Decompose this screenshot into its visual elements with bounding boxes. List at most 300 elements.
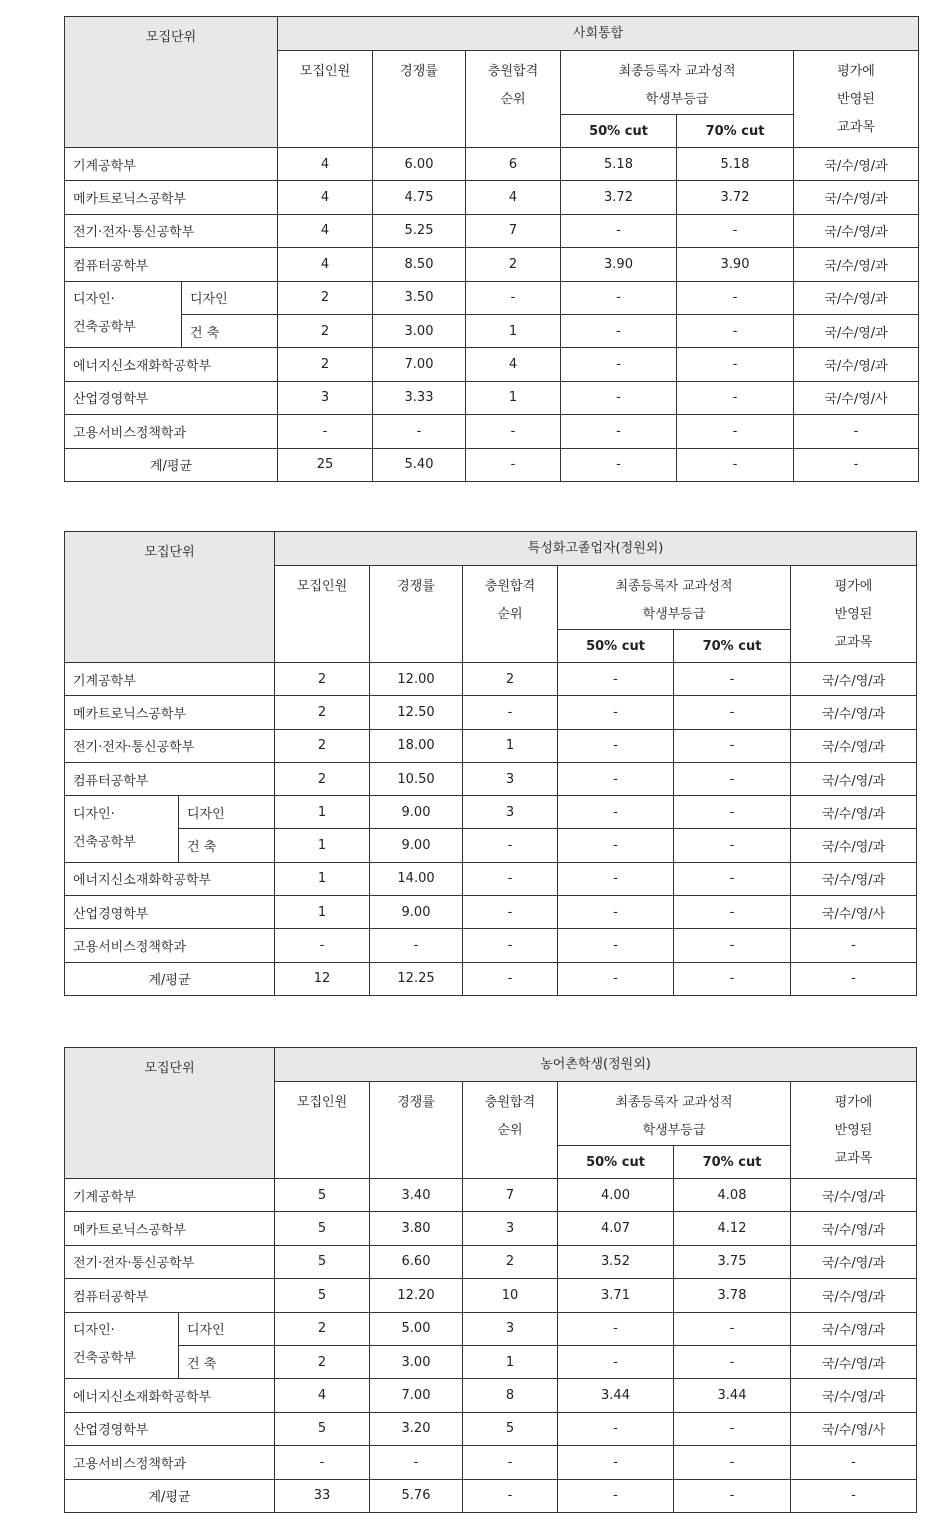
unit-name-cell: 메카트로닉스공학부 xyxy=(65,696,275,729)
waitlist-rank-cell: - xyxy=(463,896,558,929)
unit-header: 모집단위 xyxy=(65,532,275,663)
table-row xyxy=(65,862,917,895)
subjects-cell: 국/수/영/사 xyxy=(791,896,917,929)
cut70-cell: - xyxy=(677,381,794,414)
grade-header-line-1: 최종등록자 교과성적 xyxy=(615,1095,733,1110)
waitlist-rank-cell: 2 xyxy=(463,663,558,696)
waitlist-rank-cell: - xyxy=(466,281,561,314)
table-row xyxy=(65,696,917,729)
subjects-cell: - xyxy=(791,929,917,962)
recruit-count-cell: 1 xyxy=(275,862,370,895)
recruit-count-cell: 1 xyxy=(275,896,370,929)
table-row xyxy=(65,1245,917,1278)
cut50-cell: - xyxy=(561,281,677,314)
recruit-count-cell: 3 xyxy=(278,381,373,414)
recruit-count-cell: 25 xyxy=(278,448,373,481)
competition-rate-cell: 9.00 xyxy=(370,829,463,862)
table-row xyxy=(65,214,919,247)
unit-group-cell-line-1: 디자인· xyxy=(73,806,115,822)
cut50-cell: - xyxy=(558,862,674,895)
grade-header-line-1: 최종등록자 교과성적 xyxy=(618,64,736,79)
waitlist-rank-header xyxy=(463,566,558,663)
unit-group-cell-line-2: 건축공학부 xyxy=(73,1351,136,1367)
unit-name-cell: 산업경영학부 xyxy=(65,1412,275,1445)
unit-group-cell xyxy=(65,796,179,863)
table-row xyxy=(65,314,919,347)
table-row xyxy=(65,1312,917,1345)
cut50-cell: - xyxy=(561,314,677,347)
recruit-count-cell: 2 xyxy=(275,696,370,729)
waitlist-rank-cell: - xyxy=(463,962,558,995)
waitlist-rank-cell: 3 xyxy=(463,762,558,795)
table-row xyxy=(65,248,919,281)
table-row xyxy=(65,1446,917,1479)
recruit-count-header: 모집인원 xyxy=(275,1082,370,1179)
recruit-count-cell: 5 xyxy=(275,1212,370,1245)
unit-name-cell: 에너지신소재화학공학부 xyxy=(65,348,278,381)
cut50-cell: 4.07 xyxy=(558,1212,674,1245)
table-row xyxy=(65,729,917,762)
competition-rate-cell: 9.00 xyxy=(370,796,463,829)
competition-rate-header: 경쟁률 xyxy=(370,566,463,663)
recruit-count-cell: 5 xyxy=(275,1179,370,1212)
table-row xyxy=(65,381,919,414)
competition-rate-cell: 5.00 xyxy=(370,1312,463,1345)
grade-header xyxy=(561,51,794,115)
unit-name-cell: 전기·전자·통신공학부 xyxy=(65,214,278,247)
cut70-cell: - xyxy=(674,929,791,962)
recruit-count-cell: 5 xyxy=(275,1245,370,1278)
subjects-cell: 국/수/영/과 xyxy=(791,1312,917,1345)
admission-table-2 xyxy=(64,531,917,996)
cut50-cell: - xyxy=(561,214,677,247)
unit-group-cell-line-1: 디자인· xyxy=(73,292,115,308)
waitlist-rank-cell: - xyxy=(463,1479,558,1512)
table-row xyxy=(65,829,917,862)
competition-rate-cell: 4.75 xyxy=(373,181,466,214)
competition-rate-cell: 7.00 xyxy=(373,348,466,381)
subjects-cell: 국/수/영/과 xyxy=(794,248,919,281)
competition-rate-cell: 3.00 xyxy=(373,314,466,347)
unit-name-cell: 전기·전자·통신공학부 xyxy=(65,729,275,762)
waitlist-rank-cell: - xyxy=(463,829,558,862)
cut70-header: 70% cut xyxy=(677,115,794,148)
competition-rate-cell: 14.00 xyxy=(370,862,463,895)
competition-rate-cell: - xyxy=(370,929,463,962)
competition-rate-cell: 9.00 xyxy=(370,896,463,929)
competition-rate-cell: 12.50 xyxy=(370,696,463,729)
subjects-cell: 국/수/영/과 xyxy=(794,348,919,381)
cut50-cell: - xyxy=(558,1412,674,1445)
cut50-cell: - xyxy=(558,762,674,795)
subjects-cell: 국/수/영/사 xyxy=(791,1412,917,1445)
cut70-cell: - xyxy=(674,962,791,995)
table-row xyxy=(65,181,919,214)
unit-name-cell: 기계공학부 xyxy=(65,148,278,181)
table-row xyxy=(65,962,917,995)
competition-rate-cell: - xyxy=(373,415,466,448)
subjects-cell: 국/수/영/과 xyxy=(794,181,919,214)
total-label-cell: 계/평균 xyxy=(65,448,278,481)
grade-header xyxy=(558,566,791,630)
sub-unit-name-cell: 건 축 xyxy=(179,1345,275,1378)
cut70-cell: - xyxy=(674,696,791,729)
waitlist-rank-header-line-1: 충원합격 xyxy=(484,1095,536,1110)
cut70-cell: 4.12 xyxy=(674,1212,791,1245)
competition-rate-cell: - xyxy=(370,1446,463,1479)
competition-rate-cell: 6.60 xyxy=(370,1245,463,1278)
recruit-count-cell: 12 xyxy=(275,962,370,995)
total-label-cell: 계/평균 xyxy=(65,962,275,995)
cut50-cell: - xyxy=(558,929,674,962)
waitlist-rank-cell: 8 xyxy=(463,1379,558,1412)
unit-name-cell: 기계공학부 xyxy=(65,663,275,696)
table-row xyxy=(65,1479,917,1512)
table-title: 농어촌학생(정원외) xyxy=(275,1048,917,1082)
sub-unit-name-cell: 건 축 xyxy=(182,314,278,347)
competition-rate-cell: 3.80 xyxy=(370,1212,463,1245)
cut70-cell: - xyxy=(674,1412,791,1445)
waitlist-rank-cell: 2 xyxy=(463,1245,558,1278)
subjects-cell: 국/수/영/과 xyxy=(791,1212,917,1245)
waitlist-rank-cell: - xyxy=(466,415,561,448)
waitlist-rank-header-line-2: 순위 xyxy=(500,92,526,107)
subjects-cell: 국/수/영/과 xyxy=(791,1379,917,1412)
waitlist-rank-cell: 1 xyxy=(466,314,561,347)
cut50-cell: - xyxy=(558,1345,674,1378)
recruit-count-cell: 2 xyxy=(275,762,370,795)
competition-rate-cell: 12.00 xyxy=(370,663,463,696)
unit-name-cell: 에너지신소재화학공학부 xyxy=(65,862,275,895)
cut50-cell: - xyxy=(561,415,677,448)
sub-unit-name-cell: 디자인 xyxy=(179,1312,275,1345)
subjects-cell: 국/수/영/과 xyxy=(791,1279,917,1312)
cut70-cell: - xyxy=(674,762,791,795)
cut70-cell: - xyxy=(677,314,794,347)
competition-rate-header: 경쟁률 xyxy=(370,1082,463,1179)
competition-rate-cell: 10.50 xyxy=(370,762,463,795)
recruit-count-cell: 4 xyxy=(278,214,373,247)
sub-unit-name-cell: 디자인 xyxy=(182,281,278,314)
subjects-header-line-3: 교과목 xyxy=(837,120,875,135)
cut70-cell: - xyxy=(674,796,791,829)
cut70-cell: - xyxy=(674,862,791,895)
subjects-header xyxy=(791,1082,917,1179)
recruit-count-cell: 33 xyxy=(275,1479,370,1512)
cut50-cell: - xyxy=(558,696,674,729)
unit-name-cell: 산업경영학부 xyxy=(65,381,278,414)
cut50-cell: - xyxy=(558,1446,674,1479)
unit-name-cell: 컴퓨터공학부 xyxy=(65,762,275,795)
table-row xyxy=(65,1212,917,1245)
recruit-count-cell: 2 xyxy=(278,281,373,314)
unit-name-cell: 메카트로닉스공학부 xyxy=(65,181,278,214)
cut50-cell: - xyxy=(558,796,674,829)
competition-rate-cell: 3.40 xyxy=(370,1179,463,1212)
waitlist-rank-cell: - xyxy=(463,1446,558,1479)
waitlist-rank-cell: 7 xyxy=(463,1179,558,1212)
cut70-cell: - xyxy=(677,448,794,481)
table-row xyxy=(65,1412,917,1445)
unit-name-cell: 고용서비스정책학과 xyxy=(65,929,275,962)
cut50-cell: - xyxy=(561,448,677,481)
waitlist-rank-cell: 3 xyxy=(463,1212,558,1245)
waitlist-rank-cell: 2 xyxy=(466,248,561,281)
unit-name-cell: 전기·전자·통신공학부 xyxy=(65,1245,275,1278)
competition-rate-cell: 7.00 xyxy=(370,1379,463,1412)
competition-rate-cell: 3.50 xyxy=(373,281,466,314)
subjects-cell: 국/수/영/과 xyxy=(791,696,917,729)
cut50-cell: - xyxy=(558,896,674,929)
cut50-cell: 3.44 xyxy=(558,1379,674,1412)
waitlist-rank-cell: 1 xyxy=(463,729,558,762)
cut70-cell: - xyxy=(674,1479,791,1512)
competition-rate-cell: 3.33 xyxy=(373,381,466,414)
competition-rate-cell: 6.00 xyxy=(373,148,466,181)
competition-rate-cell: 3.00 xyxy=(370,1345,463,1378)
waitlist-rank-cell: - xyxy=(466,448,561,481)
waitlist-rank-header xyxy=(466,51,561,148)
subjects-cell: 국/수/영/과 xyxy=(791,663,917,696)
competition-rate-cell: 12.25 xyxy=(370,962,463,995)
recruit-count-cell: 2 xyxy=(275,663,370,696)
unit-header: 모집단위 xyxy=(65,1048,275,1179)
unit-name-cell: 산업경영학부 xyxy=(65,896,275,929)
subjects-cell: - xyxy=(791,962,917,995)
subjects-cell: 국/수/영/과 xyxy=(791,1345,917,1378)
unit-name-cell: 기계공학부 xyxy=(65,1179,275,1212)
recruit-count-cell: 4 xyxy=(275,1379,370,1412)
table-row xyxy=(65,148,919,181)
waitlist-rank-cell: 3 xyxy=(463,796,558,829)
cut50-cell: 4.00 xyxy=(558,1179,674,1212)
cut50-cell: - xyxy=(558,729,674,762)
subjects-header-line-2: 반영된 xyxy=(834,1123,873,1138)
table-row xyxy=(65,348,919,381)
cut50-cell: 3.72 xyxy=(561,181,677,214)
grade-header-line-1: 최종등록자 교과성적 xyxy=(615,579,733,594)
cut70-cell: 3.72 xyxy=(677,181,794,214)
recruit-count-cell: 2 xyxy=(275,1345,370,1378)
cut50-cell: 3.52 xyxy=(558,1245,674,1278)
recruit-count-cell: 2 xyxy=(278,348,373,381)
unit-name-cell: 컴퓨터공학부 xyxy=(65,1279,275,1312)
subjects-header-line-1: 평가에 xyxy=(834,579,873,594)
subjects-cell: 국/수/영/사 xyxy=(794,381,919,414)
subjects-header-line-3: 교과목 xyxy=(834,1151,873,1166)
cut70-cell: 4.08 xyxy=(674,1179,791,1212)
unit-group-cell xyxy=(65,281,182,348)
table-row xyxy=(65,281,919,314)
cut70-cell: - xyxy=(677,214,794,247)
table-row xyxy=(65,929,917,962)
waitlist-rank-header-line-1: 충원합격 xyxy=(487,64,539,79)
competition-rate-cell: 5.76 xyxy=(370,1479,463,1512)
subjects-cell: 국/수/영/과 xyxy=(794,214,919,247)
unit-name-cell: 에너지신소재화학공학부 xyxy=(65,1379,275,1412)
waitlist-rank-cell: 1 xyxy=(466,381,561,414)
cut70-cell: - xyxy=(674,1312,791,1345)
recruit-count-cell: 1 xyxy=(275,829,370,862)
subjects-header xyxy=(791,566,917,663)
unit-name-cell: 고용서비스정책학과 xyxy=(65,1446,275,1479)
unit-header: 모집단위 xyxy=(65,17,278,148)
cut50-cell: - xyxy=(558,663,674,696)
recruit-count-cell: 5 xyxy=(275,1279,370,1312)
waitlist-rank-cell: - xyxy=(463,696,558,729)
subjects-header-line-2: 반영된 xyxy=(837,92,875,107)
unit-group-cell-line-2: 건축공학부 xyxy=(73,834,136,850)
recruit-count-cell: 5 xyxy=(275,1412,370,1445)
unit-group-cell xyxy=(65,1312,179,1379)
recruit-count-cell: - xyxy=(275,1446,370,1479)
cut50-cell: 3.71 xyxy=(558,1279,674,1312)
subjects-cell: - xyxy=(794,448,919,481)
table-row xyxy=(65,1279,917,1312)
cut50-cell: - xyxy=(558,962,674,995)
subjects-cell: 국/수/영/과 xyxy=(791,796,917,829)
recruit-count-cell: - xyxy=(275,929,370,962)
cut70-cell: - xyxy=(677,348,794,381)
cut70-cell: 5.18 xyxy=(677,148,794,181)
table-title: 사회통합 xyxy=(278,17,919,51)
competition-rate-cell: 5.25 xyxy=(373,214,466,247)
header-row xyxy=(65,532,917,566)
cut70-cell: - xyxy=(677,415,794,448)
admission-table-3 xyxy=(64,1047,917,1513)
cut70-cell: - xyxy=(677,281,794,314)
subjects-cell: 국/수/영/과 xyxy=(791,862,917,895)
cut50-cell: - xyxy=(558,1479,674,1512)
competition-rate-cell: 3.20 xyxy=(370,1412,463,1445)
unit-group-cell-line-1: 디자인· xyxy=(73,1323,115,1339)
table-row xyxy=(65,762,917,795)
waitlist-rank-header-line-2: 순위 xyxy=(497,1123,523,1138)
cut50-cell: 3.90 xyxy=(561,248,677,281)
waitlist-rank-cell: 6 xyxy=(466,148,561,181)
competition-rate-header: 경쟁률 xyxy=(373,51,466,148)
recruit-count-cell: - xyxy=(278,415,373,448)
waitlist-rank-cell: 1 xyxy=(463,1345,558,1378)
cut70-header: 70% cut xyxy=(674,1146,791,1179)
grade-header-line-2: 학생부등급 xyxy=(645,92,709,107)
cut50-cell: 5.18 xyxy=(561,148,677,181)
cut70-cell: - xyxy=(674,663,791,696)
cut50-cell: - xyxy=(558,1312,674,1345)
cut50-cell: - xyxy=(561,348,677,381)
recruit-count-cell: 1 xyxy=(275,796,370,829)
unit-group-cell-line-2: 건축공학부 xyxy=(73,320,136,336)
table-row xyxy=(65,896,917,929)
subjects-cell: - xyxy=(791,1446,917,1479)
waitlist-rank-cell: - xyxy=(463,929,558,962)
subjects-cell: 국/수/영/과 xyxy=(794,314,919,347)
recruit-count-cell: 2 xyxy=(275,1312,370,1345)
recruit-count-cell: 4 xyxy=(278,248,373,281)
subjects-cell: 국/수/영/과 xyxy=(791,1245,917,1278)
recruit-count-header: 모집인원 xyxy=(278,51,373,148)
header-row xyxy=(65,1048,917,1082)
subjects-header xyxy=(794,51,919,148)
table-title: 특성화고졸업자(정원외) xyxy=(275,532,917,566)
cut70-cell: - xyxy=(674,896,791,929)
waitlist-rank-cell: 5 xyxy=(463,1412,558,1445)
competition-rate-cell: 18.00 xyxy=(370,729,463,762)
recruit-count-cell: 2 xyxy=(275,729,370,762)
table-row xyxy=(65,1179,917,1212)
unit-name-cell: 컴퓨터공학부 xyxy=(65,248,278,281)
subjects-cell: - xyxy=(794,415,919,448)
table-row xyxy=(65,796,917,829)
waitlist-rank-header-line-1: 충원합격 xyxy=(484,579,536,594)
competition-rate-cell: 5.40 xyxy=(373,448,466,481)
competition-rate-cell: 12.20 xyxy=(370,1279,463,1312)
cut50-cell: - xyxy=(558,829,674,862)
subjects-header-line-1: 평가에 xyxy=(834,1095,873,1110)
waitlist-rank-cell: 3 xyxy=(463,1312,558,1345)
cut50-header: 50% cut xyxy=(558,630,674,663)
admission-table-1 xyxy=(64,16,919,482)
recruit-count-header: 모집인원 xyxy=(275,566,370,663)
waitlist-rank-cell: 4 xyxy=(466,348,561,381)
subjects-cell: 국/수/영/과 xyxy=(791,829,917,862)
grade-header xyxy=(558,1082,791,1146)
waitlist-rank-cell: 10 xyxy=(463,1279,558,1312)
subjects-header-line-3: 교과목 xyxy=(834,635,873,650)
table-row xyxy=(65,415,919,448)
header-row xyxy=(65,17,919,51)
recruit-count-cell: 4 xyxy=(278,148,373,181)
table-row xyxy=(65,1379,917,1412)
cut70-cell: 3.75 xyxy=(674,1245,791,1278)
cut70-cell: 3.44 xyxy=(674,1379,791,1412)
total-label-cell: 계/평균 xyxy=(65,1479,275,1512)
table-row xyxy=(65,448,919,481)
cut70-header: 70% cut xyxy=(674,630,791,663)
subjects-cell: 국/수/영/과 xyxy=(791,729,917,762)
unit-name-cell: 메카트로닉스공학부 xyxy=(65,1212,275,1245)
cut70-cell: - xyxy=(674,1345,791,1378)
waitlist-rank-header xyxy=(463,1082,558,1179)
cut70-cell: - xyxy=(674,1446,791,1479)
waitlist-rank-cell: 7 xyxy=(466,214,561,247)
subjects-cell: 국/수/영/과 xyxy=(791,762,917,795)
cut70-cell: - xyxy=(674,829,791,862)
sub-unit-name-cell: 디자인 xyxy=(179,796,275,829)
waitlist-rank-cell: 4 xyxy=(466,181,561,214)
subjects-cell: 국/수/영/과 xyxy=(791,1179,917,1212)
waitlist-rank-header-line-2: 순위 xyxy=(497,607,523,622)
subjects-header-line-1: 평가에 xyxy=(837,64,875,79)
cut50-cell: - xyxy=(561,381,677,414)
sub-unit-name-cell: 건 축 xyxy=(179,829,275,862)
table-row xyxy=(65,1345,917,1378)
recruit-count-cell: 2 xyxy=(278,314,373,347)
cut70-cell: 3.90 xyxy=(677,248,794,281)
competition-rate-cell: 8.50 xyxy=(373,248,466,281)
subjects-cell: - xyxy=(791,1479,917,1512)
cut70-cell: - xyxy=(674,729,791,762)
subjects-header-line-2: 반영된 xyxy=(834,607,873,622)
grade-header-line-2: 학생부등급 xyxy=(642,1123,706,1138)
cut70-cell: 3.78 xyxy=(674,1279,791,1312)
table-row xyxy=(65,663,917,696)
waitlist-rank-cell: - xyxy=(463,862,558,895)
unit-name-cell: 고용서비스정책학과 xyxy=(65,415,278,448)
cut50-header: 50% cut xyxy=(558,1146,674,1179)
grade-header-line-2: 학생부등급 xyxy=(642,607,706,622)
recruit-count-cell: 4 xyxy=(278,181,373,214)
